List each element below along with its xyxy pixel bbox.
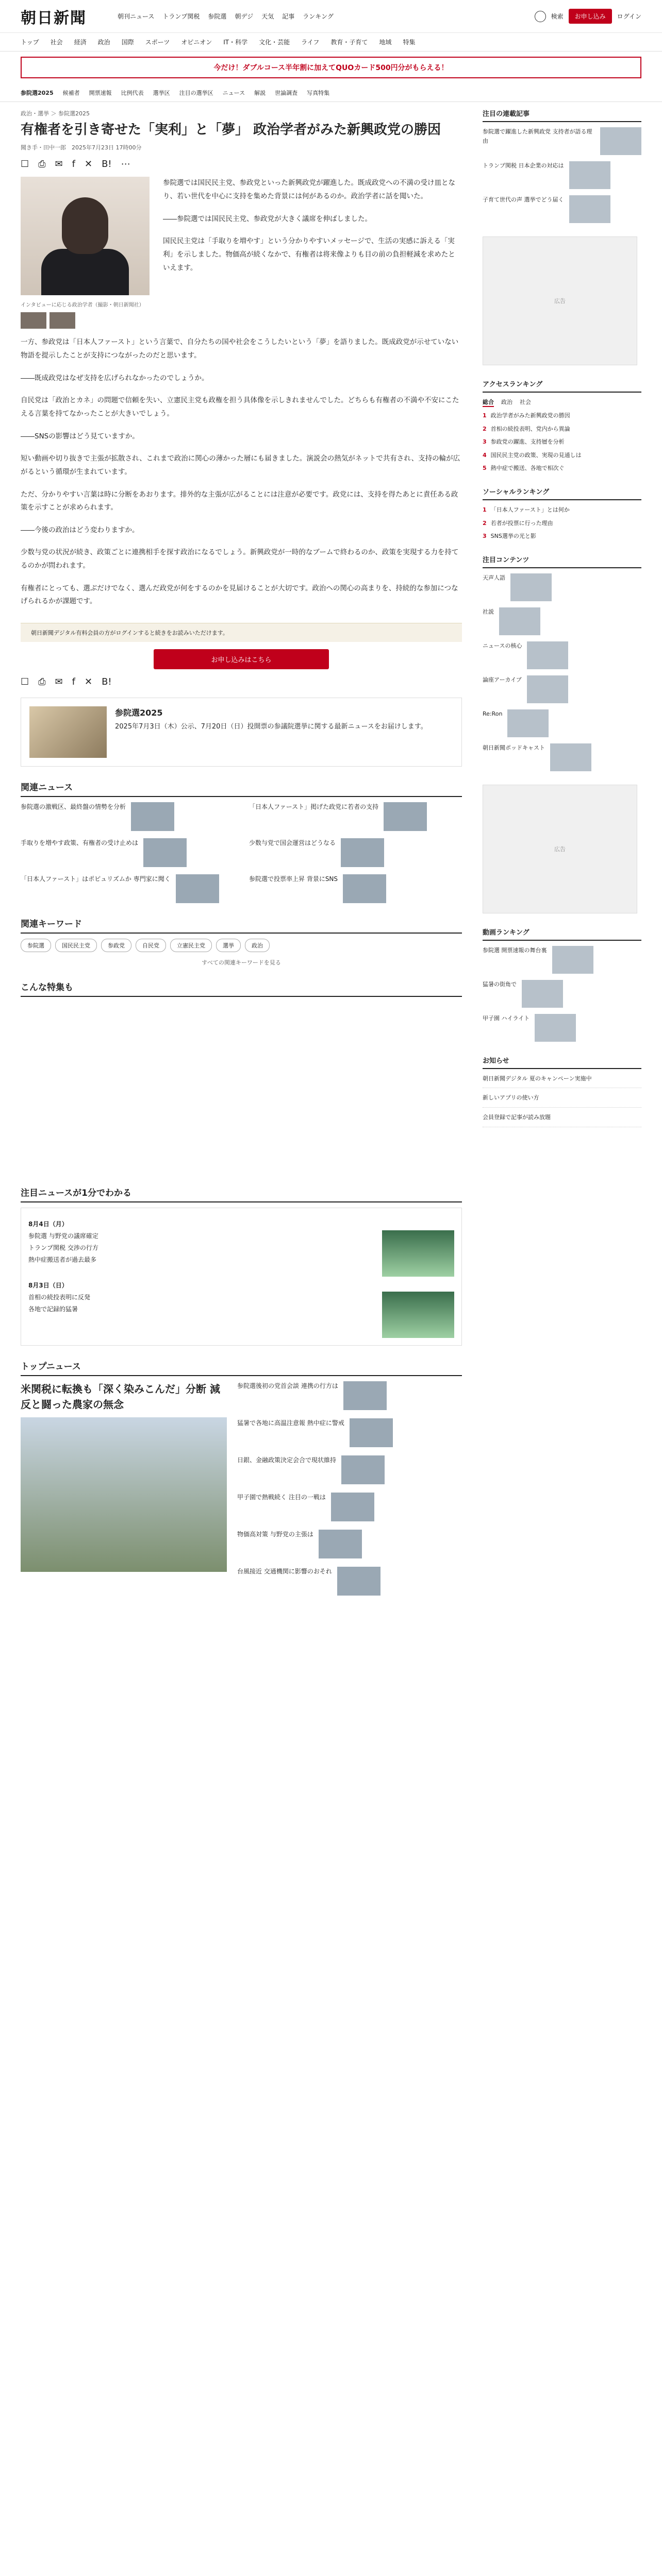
article-paragraph: 参院選では国民民主党、参政党といった新興政党が躍進した。既成政党への不満の受け皿となり、若い世代を中心に支持を集めた背景には何があるのか。政治学者に話を聞いた。 — [163, 179, 455, 201]
ranking-item[interactable]: 5 熱中症で搬送、各地で相次ぐ — [483, 464, 641, 473]
ranking-tab[interactable]: 総合 — [483, 398, 494, 407]
related-item-text: 「日本人ファースト」掲げた政党に若者の支持 — [249, 803, 379, 810]
topnews-item-text: 甲子園で熱戦続く 注目の一戦は — [237, 1494, 326, 1501]
notice-item[interactable]: 朝日新聞デジタル 夏のキャンペーン実施中 — [483, 1074, 641, 1089]
topnews-thumb — [319, 1530, 362, 1558]
keywords-more-link[interactable]: すべての関連キーワードを見る — [202, 959, 281, 966]
promo-banner[interactable]: 今だけ！ダブルコース半年割に加えてQUOカード500円分がもらえる！ — [21, 57, 641, 78]
category-item[interactable]: 国際 — [121, 39, 134, 46]
pickup-item[interactable] — [483, 127, 641, 155]
keyword-tag[interactable]: 国民民主党 — [55, 939, 97, 952]
election-subnav — [0, 83, 662, 102]
print-icon[interactable]: ⎙ — [38, 676, 46, 687]
top-nav-item[interactable]: 記事 — [282, 13, 295, 20]
related-thumb — [176, 874, 219, 903]
news1min-item[interactable]: トランプ関税 交渉の行方 — [28, 1244, 98, 1251]
x-icon[interactable]: ✕ — [84, 676, 93, 687]
photo-figure-body — [41, 249, 129, 295]
pickup-text: 子育て世代の声 選挙でどう届く — [483, 196, 564, 203]
feature-card[interactable] — [21, 698, 462, 767]
related-item-text: 「日本人ファースト」はポピュリズムか 専門家に聞く — [21, 875, 171, 883]
article-paragraph: 国民民主党は「手取りを増やす」という分かりやすいメッセージで、生活の実感に訴える「実利」を示しました。物価高が続くなかで、有権者は将来像よりも目の前の負担軽減を求めたといえます。 — [163, 237, 455, 272]
social-item[interactable]: 2 若者が投票に行った理由 — [483, 519, 641, 528]
header-actions — [535, 9, 641, 24]
category-item[interactable]: 文化・芸能 — [259, 39, 290, 46]
sidebar — [483, 102, 641, 1596]
column-thumb — [527, 641, 568, 669]
ranking-item[interactable]: 2 首相の続投表明、党内から異論 — [483, 425, 641, 434]
pickup-text: トランプ関税 日本企業の対応は — [483, 162, 564, 169]
news1min-item[interactable]: 熱中症搬送者が過去最多 — [28, 1256, 97, 1263]
columns-title: 注目コンテンツ — [483, 554, 641, 568]
hatena-icon[interactable]: B! — [102, 676, 112, 687]
category-item[interactable]: 社会 — [50, 39, 63, 46]
top-nav-item[interactable]: トランプ関税 — [162, 13, 200, 20]
video-thumb — [535, 1014, 576, 1042]
news1min-item[interactable]: 各地で記録的猛暑 — [28, 1305, 78, 1313]
subscribe-cta-button[interactable]: お申し込みはこちら — [154, 649, 329, 669]
feature-text — [115, 706, 427, 758]
category-item[interactable]: トップ — [21, 39, 39, 46]
login-link[interactable]: ログイン — [617, 13, 641, 20]
category-item[interactable]: 教育・子育て — [330, 39, 368, 46]
article-paragraph: 一方、参政党は「日本人ファースト」という言葉で、自分たちの国や社会をこうしたいという「夢」を語りました。既成政党が示せていない物語を提示したことが支持につながったのだと思います。 — [21, 338, 459, 360]
topnews-thumb — [343, 1381, 387, 1410]
related-item[interactable] — [21, 802, 234, 831]
content-wrap — [0, 102, 662, 1596]
recommend-spacer — [21, 1002, 462, 1172]
topnews-lead[interactable] — [21, 1381, 227, 1596]
article-byline: 聞き手・田中一郎 2025年7月23日 17時00分 — [21, 144, 142, 151]
related-item[interactable] — [249, 874, 462, 903]
news1min-item[interactable]: 首相の続投表明に反発 — [28, 1294, 91, 1301]
topnews-item-text: 台風接近 交通機関に影響のおそれ — [237, 1568, 332, 1575]
column-text: 社説 — [483, 608, 494, 615]
social-text: 「日本人ファースト」とは何か — [490, 506, 570, 513]
ranking-text: 首相の続投表明、党内から異論 — [490, 425, 570, 432]
news1min-box — [21, 1208, 462, 1346]
category-nav — [0, 33, 662, 52]
news1min-row — [28, 1292, 454, 1338]
related-thumb — [384, 802, 427, 831]
topnews-item[interactable] — [237, 1418, 462, 1447]
bookmark-icon[interactable]: ☐ — [21, 676, 29, 687]
subnav-item[interactable]: ニュース — [222, 89, 245, 96]
social-item[interactable]: 1 「日本人ファースト」とは何か — [483, 505, 641, 515]
access-ranking-title: アクセスランキング — [483, 379, 641, 393]
subnav-item[interactable]: 選挙区 — [153, 89, 170, 96]
share-bar — [21, 159, 462, 170]
video-ranking — [483, 927, 641, 1042]
news1min-row — [28, 1230, 454, 1277]
news1min-list — [28, 1292, 375, 1338]
video-thumb — [522, 980, 563, 1008]
mail-icon[interactable]: ✉ — [55, 676, 63, 687]
category-item[interactable]: 特集 — [403, 39, 416, 46]
ranking-text: 参政党の躍進、支持層を分析 — [490, 438, 565, 446]
social-text: SNS選挙の光と影 — [490, 533, 536, 540]
ranking-text: 政治学者がみた新興政党の勝因 — [490, 412, 570, 419]
mail-icon[interactable]: ✉ — [55, 159, 63, 170]
social-text: 若者が投票に行った理由 — [490, 519, 553, 527]
video-ranking-title: 動画ランキング — [483, 927, 641, 941]
video-item[interactable] — [483, 1014, 641, 1042]
article-paragraph: ――既成政党はなぜ支持を広げられなかったのでしょうか。 — [21, 374, 209, 382]
category-item[interactable]: IT・科学 — [223, 39, 248, 46]
top-nav — [118, 12, 334, 21]
topnews-item-text: 参院選後初の党首会談 連携の行方は — [237, 1382, 338, 1389]
category-item[interactable]: 地域 — [379, 39, 392, 46]
ranking-tabs — [483, 398, 641, 407]
related-item-text: 参院選で投票率上昇 背景にSNS — [249, 875, 338, 883]
related-thumb — [143, 838, 187, 867]
related-item[interactable] — [249, 802, 462, 831]
news1min-image[interactable] — [382, 1292, 454, 1338]
column-thumb — [527, 675, 568, 703]
top-nav-item[interactable]: 天気 — [261, 13, 274, 20]
social-ranking-title: ソーシャルランキング — [483, 486, 641, 500]
related-item-text: 参院選の激戦区、最終盤の情勢を分析 — [21, 803, 126, 810]
pickup-title: 注目の連載記事 — [483, 108, 641, 122]
pickup-item[interactable] — [483, 161, 641, 189]
top-nav-item[interactable]: 朝デジ — [235, 13, 254, 20]
keyword-tag[interactable]: 選挙 — [216, 939, 241, 952]
related-item-text: 手取りを増やす政策、有権者の受け止めは — [21, 839, 139, 846]
column-item[interactable] — [483, 743, 641, 771]
column-text: 朝日新聞ポッドキャスト — [483, 744, 545, 751]
print-icon[interactable]: ⎙ — [38, 159, 46, 170]
news1min-date: 8月4日（月） — [28, 1221, 68, 1228]
related-item[interactable] — [249, 838, 462, 867]
related-thumb — [341, 838, 384, 867]
category-item[interactable]: 経済 — [74, 39, 87, 46]
article-photo[interactable] — [21, 177, 150, 295]
top-nav-item[interactable]: 朝刊ニュース — [118, 13, 155, 20]
photo-thumbnails — [21, 312, 462, 329]
notice-item[interactable]: 新しいアプリの使い方 — [483, 1093, 641, 1108]
topnews-item[interactable] — [237, 1567, 462, 1596]
ranking-item[interactable]: 1 政治学者がみた新興政党の勝因 — [483, 411, 641, 420]
article-paragraph: ――参院選では国民民主党、参政党が大きく議席を伸ばしました。 — [163, 214, 372, 223]
keyword-tag[interactable]: 参院選 — [21, 939, 51, 952]
top-bar — [0, 0, 662, 33]
ranking-text: 熱中症で搬送、各地で相次ぐ — [490, 465, 565, 472]
keyword-tag[interactable]: 参政党 — [101, 939, 131, 952]
news1min-image[interactable] — [382, 1230, 454, 1277]
related-item[interactable] — [21, 838, 234, 867]
columns-box — [483, 554, 641, 771]
topnews-thumb — [341, 1455, 385, 1484]
feature-title: 参院選2025 — [115, 708, 163, 718]
topnews-item-text: 物価高対策 与野党の主張は — [237, 1531, 313, 1538]
feature-image — [29, 706, 107, 758]
article-title: 有権者を引き寄せた「実利」と「夢」 政治学者がみた新興政党の勝因 — [21, 122, 441, 138]
related-thumb — [343, 874, 386, 903]
ad-slot[interactable]: 広告 — [483, 236, 637, 365]
ranking-text: 国民民主党の政策、実現の見通しは — [490, 451, 582, 459]
subscribe-button[interactable]: お申し込み — [569, 9, 612, 24]
top-nav-item[interactable]: ランキング — [303, 13, 334, 20]
video-text: 参院選 開票速報の舞台裏 — [483, 946, 547, 954]
subnav-item[interactable]: 候補者 — [62, 89, 80, 96]
keyword-tag[interactable]: 政治 — [245, 939, 270, 952]
news1min-list — [28, 1230, 375, 1277]
column-item[interactable] — [483, 709, 641, 737]
subnav-item[interactable]: 解説 — [254, 89, 266, 96]
article-paragraph: 短い動画や切り抜きで主張が拡散され、これまで政治に関心の薄かった層にも届きました。演説会の熱気がネットで共有され、支持の輪が広がるという循環が生まれています。 — [21, 454, 460, 476]
top-nav-item[interactable]: 参院選 — [208, 13, 227, 20]
column-thumb — [550, 743, 591, 771]
related-thumb — [131, 802, 174, 831]
ad-slot[interactable]: 広告 — [483, 785, 637, 913]
feature-description: 2025年7月3日（木）公示、7月20日（日）投開票の参議院選挙に関する最新ニュースをお届けします。 — [115, 723, 427, 731]
column-text: 天声人語 — [483, 574, 505, 581]
column-thumb — [507, 709, 549, 737]
pickup-thumb — [569, 161, 610, 189]
access-ranking — [483, 379, 641, 473]
column-text: Re:Ron — [483, 710, 503, 717]
hatena-icon[interactable]: B! — [102, 159, 112, 170]
paywall-notice: 朝日新聞デジタル有料会員の方がログインすると続きをお読みいただけます。 — [21, 623, 462, 642]
site-logo[interactable]: 朝日新聞 — [21, 9, 87, 27]
column-item[interactable] — [483, 675, 641, 703]
related-item-text: 少数与党で国会運営はどうなる — [249, 839, 336, 846]
subnav-item[interactable]: 世論調査 — [275, 89, 298, 96]
subnav-item[interactable]: 注目の選挙区 — [179, 89, 213, 96]
topnews-thumb — [337, 1567, 380, 1596]
article-body — [21, 177, 462, 618]
pickup-thumb — [600, 127, 641, 155]
column-thumb — [510, 573, 552, 601]
topnews-item[interactable] — [237, 1381, 462, 1410]
video-item[interactable] — [483, 980, 641, 1008]
keywords-title: 関連キーワード — [21, 917, 462, 934]
topnews-item[interactable] — [237, 1455, 462, 1484]
topnews-lead-title: 米関税に転換も「深く染みこんだ」分断 減反と闘った農家の無念 — [21, 1383, 220, 1411]
pickup-text: 参院選で躍進した新興政党 支持者が語る理由 — [483, 128, 592, 144]
news1min-date: 8月3日（日） — [28, 1282, 68, 1289]
related-news-list — [21, 802, 462, 903]
related-news-title: 関連ニュース — [21, 780, 462, 797]
breadcrumb[interactable]: 政治・選挙 ＞ 参院選2025 — [21, 110, 90, 117]
article-paragraph: ――今後の政治はどう変わりますか。 — [21, 526, 139, 534]
column-item[interactable] — [483, 573, 641, 601]
category-item[interactable]: ライフ — [301, 39, 320, 46]
notice-item[interactable]: 会員登録で記事が読み放題 — [483, 1113, 641, 1127]
topnews-thumb — [350, 1418, 393, 1447]
facebook-icon[interactable]: f — [72, 676, 75, 687]
video-thumb — [552, 946, 593, 974]
related-item[interactable] — [21, 874, 234, 903]
topnews-section — [21, 1381, 462, 1596]
keyword-tags — [21, 939, 462, 952]
topnews-thumb — [331, 1493, 374, 1521]
ranking-tab[interactable]: 社会 — [520, 399, 531, 405]
topnews-item-text: 猛暑で各地に高温注意報 熱中症に警戒 — [237, 1419, 344, 1427]
keyword-tag[interactable]: 自民党 — [136, 939, 166, 952]
photo-caption: インタビューに応じる政治学者（撮影・朝日新聞社） — [21, 302, 144, 309]
article-paragraph: 有権者にとっても、選ぶだけでなく、選んだ政党が何をするのかを見届けることが大切です。政治への関心の高まりを、持続的な参加につなげられるかが課題です。 — [21, 584, 458, 606]
photo-thumbnail[interactable] — [21, 312, 46, 329]
pickup-thumb — [569, 195, 610, 223]
search-label[interactable]: 検索 — [551, 13, 564, 20]
notice-box — [483, 1055, 641, 1127]
column-thumb — [499, 607, 540, 635]
notice-title: お知らせ — [483, 1055, 641, 1069]
video-item[interactable] — [483, 946, 641, 974]
category-item[interactable]: 政治 — [97, 39, 110, 46]
social-ranking — [483, 486, 641, 541]
subnav-current[interactable]: 参院選2025 — [21, 89, 54, 96]
video-text: 甲子園 ハイライト — [483, 1014, 530, 1022]
topnews-lead-image — [21, 1417, 227, 1572]
column-item[interactable] — [483, 607, 641, 635]
article-paragraph: 自民党は「政治とカネ」の問題で信頼を失い、立憲民主党も政権を担う具体像を示しきれませんでした。どちらも有権者の不満や不安にこたえる言葉を持てなかったことが大きいでしょう。 — [21, 396, 459, 418]
article-paragraph: 少数与党の状況が続き、政策ごとに連携相手を探す政治になるでしょう。新興政党が一時的なブームで終わるのか、政策を実現する力を持てるのかが問われます。 — [21, 548, 459, 570]
column-text: 論座アーカイブ — [483, 676, 522, 683]
ranking-item[interactable]: 4 国民民主党の政策、実現の見通しは — [483, 451, 641, 460]
share-bar-bottom — [21, 676, 462, 687]
topnews-title: トップニュース — [21, 1359, 462, 1376]
category-item[interactable]: スポーツ — [145, 39, 170, 46]
topnews-item[interactable] — [237, 1493, 462, 1521]
article-paragraph: ――SNSの影響はどう見ていますか。 — [21, 432, 139, 440]
search-icon[interactable] — [535, 11, 546, 22]
ranking-tab[interactable]: 政治 — [501, 399, 512, 405]
article-paragraph: ただ、分かりやすい言葉は時に分断をあおります。排外的な主張が広がることには注意が必要です。政党には、支持を得たあとに責任ある政策を示すことが求められます。 — [21, 490, 458, 512]
photo-thumbnail[interactable] — [49, 312, 75, 329]
facebook-icon[interactable]: f — [72, 159, 75, 170]
subnav-item[interactable]: 比例代表 — [121, 89, 144, 96]
photo-figure-head — [62, 197, 108, 254]
pickup-item[interactable] — [483, 195, 641, 223]
social-item[interactable]: 3 SNS選挙の光と影 — [483, 532, 641, 541]
topnews-list — [237, 1381, 462, 1596]
topnews-item-text: 日銀、金融政策決定会合で現状維持 — [237, 1456, 337, 1464]
keyword-tag[interactable]: 立憲民主党 — [170, 939, 212, 952]
ranking-item[interactable]: 3 参政党の躍進、支持層を分析 — [483, 437, 641, 447]
more-share-icon[interactable]: ⋯ — [121, 159, 130, 170]
pickup-box — [483, 108, 641, 223]
column-text: ニュースの核心 — [483, 642, 522, 649]
main-column — [21, 102, 462, 1596]
video-text: 猛暑の街角で — [483, 980, 517, 988]
column-item[interactable] — [483, 641, 641, 669]
subnav-item[interactable]: 写真特集 — [307, 89, 330, 96]
subnav-item[interactable]: 開票速報 — [89, 89, 112, 96]
recommend-title: こんな特集も — [21, 980, 462, 997]
news1min-title: 注目ニュースが1分でわかる — [21, 1185, 462, 1202]
bookmark-icon[interactable]: ☐ — [21, 159, 29, 170]
x-icon[interactable]: ✕ — [84, 159, 93, 170]
news1min-item[interactable]: 参院選 与野党の議席確定 — [28, 1232, 98, 1240]
topnews-item[interactable] — [237, 1530, 462, 1558]
category-item[interactable]: オピニオン — [181, 39, 212, 46]
